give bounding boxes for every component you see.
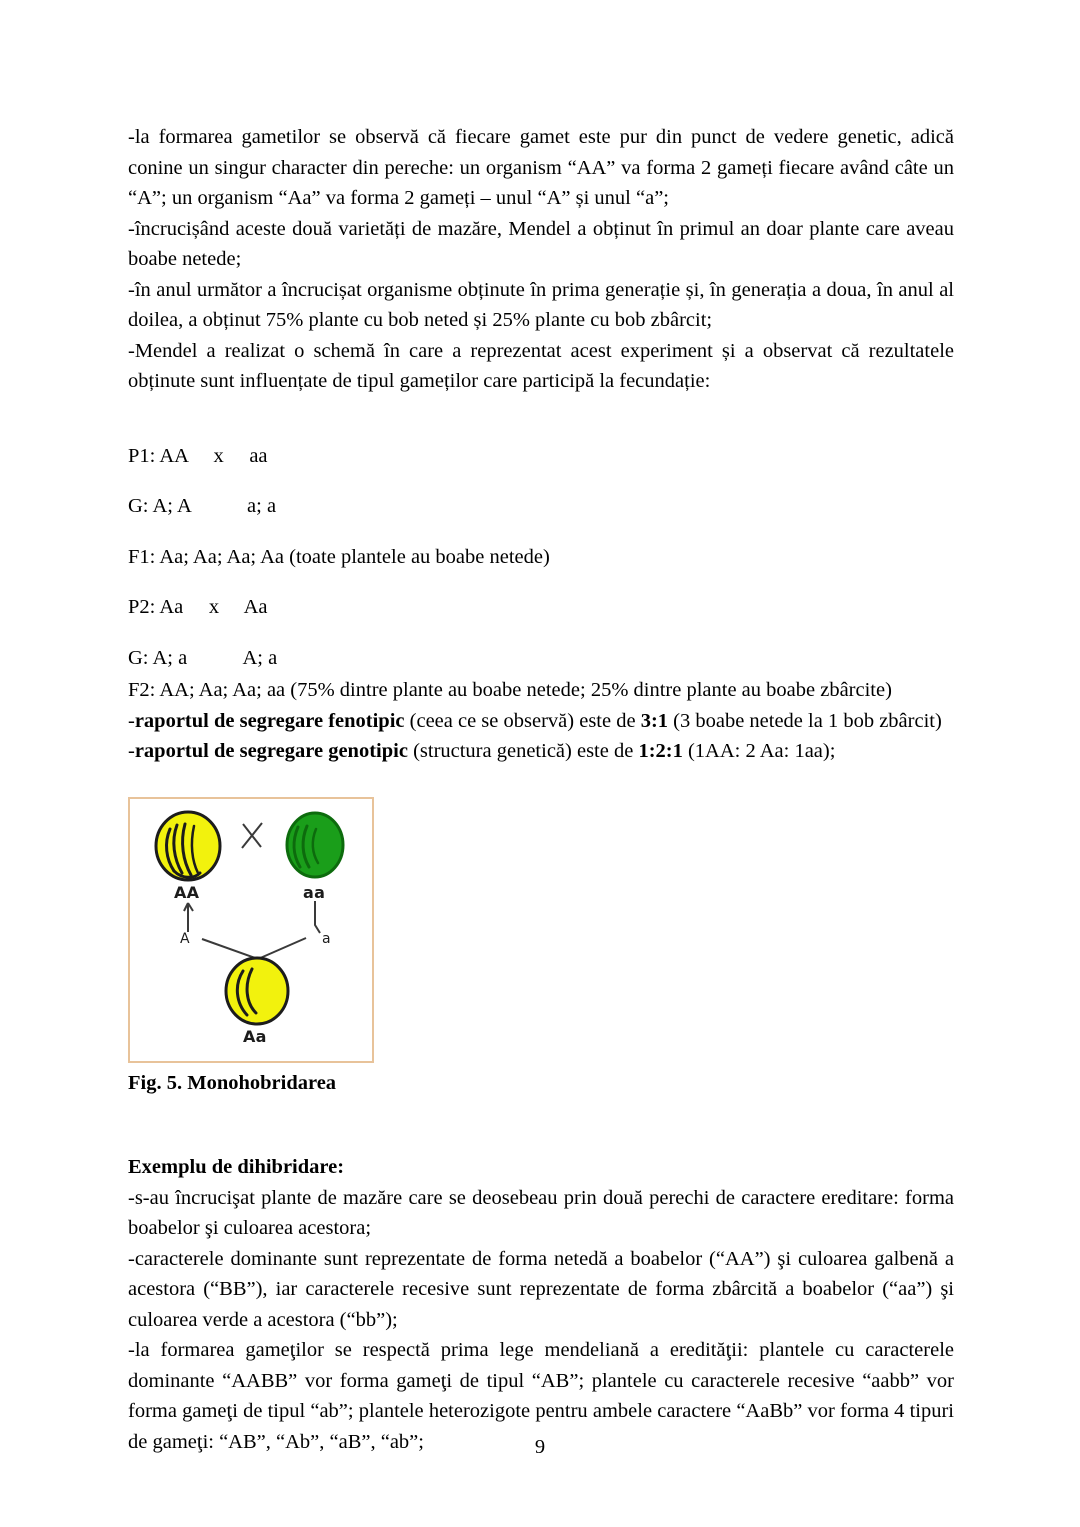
dihybrid-paragraph-1: -s-au încrucişat plante de mazăre care se deosebeau prin două perechi de caractere ereditare: forma boabelor şi culoarea acestora; [128,1186,954,1239]
genotypic-label: raportul de segregare genotipic [134,740,408,762]
page-number: 9 [534,1436,546,1458]
phenotypic-prefix: - [128,709,135,732]
yellow-pea-parent-icon [156,812,220,880]
genotypic-ratio-line [128,736,954,767]
inheritance-lines [184,901,320,959]
genotypic-mid: (structura genetică) este de [407,740,639,762]
cross-symbol-icon [242,823,262,848]
intro-block [128,122,954,397]
genotypic-prefix: - [128,740,135,762]
figure-caption: Fig. 5. Monohobridarea [128,1071,337,1094]
figure-border-box [128,797,374,1063]
ratio-block [128,675,954,767]
intro-paragraph-2: -încrucișând aceste două varietăți de mazăre, Mendel a obținut în primul an doar plante care aveau boabe netede; [128,217,954,270]
cross-scheme-block [128,441,954,674]
gamete-right-label: a [322,930,331,947]
offspring-genotype-label: Aa [243,1026,267,1046]
parent-right-genotype-label: aa [303,882,326,902]
phenotypic-label: raportul de segregare fenotipic [134,709,405,732]
genotypic-ratio-value: 1:2:1 [638,740,683,762]
intro-paragraph-3: -în anul următor a încrucișat organisme obținute în prima generație și, în generația a doua, în anul al doilea, a obținut 75% plante cu bob neted și 25% plante cu bob zbârcit; [128,278,954,331]
green-pea-parent-icon [287,813,343,877]
scheme-line-p2: P2: Aa x Aa [128,596,268,618]
genotypic-suffix: (1AA: 2 Aa: 1aa); [682,740,836,762]
parent-left-genotype-label: AA [174,882,200,902]
dihybrid-heading: Exemplu de dihibridare: [128,1156,345,1178]
monohybrid-cross-diagram [130,799,372,1061]
intro-paragraph-1: -la formarea gametilor se observă că fiecare gamet este pur din punct de vedere genetic, adică conine un singur character din pereche: un organism “AA” va forma 2 gameți fiecare având câte un “A”; un organism “Aa” va forma 2 gameți – unul “A” și unul “a”; [128,126,954,209]
dihybrid-paragraph-3: -la formarea gameţilor se respectă prima lege mendeliană a eredităţii: plantele cu caracterele dominante “AABB” vor forma gameţi de tipul “AB”; plantele cu caracterele recesive “aabb” vor forma gameţi de tipul “ab”; plantele heterozigote pentru ambele caractere “AaBb” vor forma 4 tipuri de gameţi: “AB”, “Ab”, “aB”, “ab”; [128,1339,954,1453]
scheme-line-g2: G: A; a A; a [128,646,278,669]
intro-paragraph-4: -Mendel a realizat o schemă în care a reprezentat acest experiment și a observat că rezultatele obținute sunt influențate de tipul gameților care participă la fecundație: [128,339,954,392]
gamete-left-label: A [180,930,190,947]
scheme-line-f2: F2: AA; Aa; Aa; aa (75% dintre plante au boabe netede; 25% dintre plante au boabe zbârcite) [128,679,892,701]
phenotypic-suffix: (3 boabe netede la 1 bob zbârcit) [668,709,942,732]
scheme-line-g1: G: A; A a; a [128,495,277,517]
dihybrid-section [128,1152,954,1457]
dihybrid-paragraph-2: -caracterele dominante sunt reprezentate de forma netedă a boabelor (“AA”) şi culoarea galbenă a acestora (“BB”), iar caracterele recesive sunt reprezentate de forma zbârcită a boabelor (“aa”) şi culoarea verde a acestora (“bb”); [128,1247,954,1331]
phenotypic-ratio-value: 3:1 [640,709,669,732]
phenotypic-mid: (ceea ce se observă) este de [404,709,641,732]
yellow-pea-offspring-icon [226,958,288,1024]
phenotypic-ratio-line [128,706,954,737]
page-content [128,122,954,1457]
scheme-line-p1: P1: AA x aa [128,444,268,467]
scheme-line-f1: F1: Aa; Aa; Aa; Aa (toate plantele au boabe netede) [128,545,550,568]
figure-5 [128,797,954,1099]
